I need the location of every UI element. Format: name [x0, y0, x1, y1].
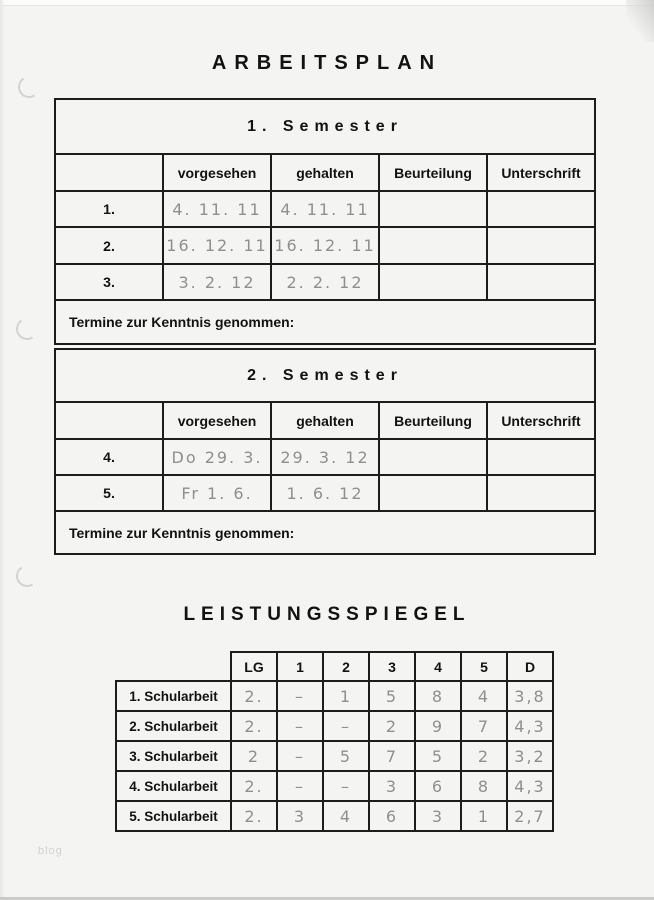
- beurteilung-cell: [379, 191, 487, 227]
- row-number: 3.: [55, 264, 163, 300]
- grade-cell: 2.: [231, 711, 277, 741]
- grade-cell: 4,3: [507, 711, 553, 741]
- beurteilung-cell: [379, 227, 487, 264]
- table-row: [116, 801, 553, 831]
- scan-edge-left: [0, 0, 5, 900]
- gehalten-cell: 4. 11. 11: [271, 191, 379, 227]
- semester1-table: [54, 98, 596, 345]
- grade-cell: 4: [323, 801, 369, 831]
- vorgesehen-cell: 4. 11. 11: [163, 191, 271, 227]
- grade-cell: 2.: [231, 771, 277, 801]
- grade-column-header: 2: [323, 652, 369, 681]
- grade-column-header: LG: [231, 652, 277, 681]
- corner-cell: [55, 154, 163, 191]
- termine-footer: Termine zur Kenntnis genommen:: [55, 511, 595, 554]
- punch-hole-icon: [14, 316, 40, 342]
- grade-cell: 2,7: [507, 801, 553, 831]
- ghost-cell: [116, 652, 231, 681]
- unterschrift-cell: [487, 264, 595, 300]
- grade-cell: 8: [415, 681, 461, 711]
- row-number: 4.: [55, 439, 163, 475]
- punch-hole-icon: [14, 563, 40, 589]
- column-header-unterschrift: Unterschrift: [487, 402, 595, 439]
- grade-cell: 6: [369, 801, 415, 831]
- table-row: [55, 191, 595, 227]
- watermark: blog: [38, 845, 63, 857]
- grade-cell: 6: [415, 771, 461, 801]
- grade-cell: 3: [369, 771, 415, 801]
- corner-cell: [55, 402, 163, 439]
- grade-cell: 4,3: [507, 771, 553, 801]
- column-header-unterschrift: Unterschrift: [487, 154, 595, 191]
- beurteilung-cell: [379, 439, 487, 475]
- grade-cell: 2: [231, 741, 277, 771]
- grade-cell: 3,8: [507, 681, 553, 711]
- grade-cell: –: [323, 711, 369, 741]
- row-number: 1.: [55, 191, 163, 227]
- grade-column-header: 4: [415, 652, 461, 681]
- page-title: ARBEITSPLAN: [211, 52, 443, 74]
- unterschrift-cell: [487, 475, 595, 511]
- column-header-vorgesehen: vorgesehen: [163, 402, 271, 439]
- schularbeit-label: 1. Schularbeit: [116, 681, 231, 711]
- schularbeit-label: 5. Schularbeit: [116, 801, 231, 831]
- schularbeit-label: 2. Schularbeit: [116, 711, 231, 741]
- grade-cell: –: [323, 771, 369, 801]
- gehalten-cell: 16. 12. 11: [271, 227, 379, 264]
- vorgesehen-cell: 3. 2. 12: [163, 264, 271, 300]
- unterschrift-cell: [487, 439, 595, 475]
- grade-cell: –: [277, 741, 323, 771]
- gehalten-cell: 29. 3. 12: [271, 439, 379, 475]
- table-row: [55, 475, 595, 511]
- grade-cell: 2.: [231, 681, 277, 711]
- grade-cell: 3,2: [507, 741, 553, 771]
- grade-column-header: D: [507, 652, 553, 681]
- table-row: [55, 227, 595, 264]
- grade-cell: 1: [323, 681, 369, 711]
- grade-cell: –: [277, 711, 323, 741]
- punch-hole-icon: [16, 74, 42, 100]
- gehalten-cell: 2. 2. 12: [271, 264, 379, 300]
- column-header-vorgesehen: vorgesehen: [163, 154, 271, 191]
- grade-cell: 5: [369, 681, 415, 711]
- grade-cell: 7: [461, 711, 507, 741]
- grade-cell: 1: [461, 801, 507, 831]
- column-header-beurteilung: Beurteilung: [379, 402, 487, 439]
- grade-cell: 8: [461, 771, 507, 801]
- schularbeit-label: 3. Schularbeit: [116, 741, 231, 771]
- row-number: 2.: [55, 227, 163, 264]
- grade-cell: 2.: [231, 801, 277, 831]
- grade-cell: 2: [461, 741, 507, 771]
- grade-column-header: 5: [461, 652, 507, 681]
- grade-cell: –: [277, 771, 323, 801]
- gehalten-cell: 1. 6. 12: [271, 475, 379, 511]
- vorgesehen-cell: 16. 12. 11: [163, 227, 271, 264]
- table-row: [116, 681, 553, 711]
- column-header-beurteilung: Beurteilung: [379, 154, 487, 191]
- beurteilung-cell: [379, 264, 487, 300]
- grade-cell: 3: [277, 801, 323, 831]
- scan-edge-top: [0, 0, 654, 6]
- grade-cell: 3: [415, 801, 461, 831]
- grade-cell: –: [277, 681, 323, 711]
- unterschrift-cell: [487, 227, 595, 264]
- unterschrift-cell: [487, 191, 595, 227]
- table-row: [116, 741, 553, 771]
- column-header-gehalten: gehalten: [271, 402, 379, 439]
- vorgesehen-cell: Do 29. 3.: [163, 439, 271, 475]
- grade-cell: 5: [323, 741, 369, 771]
- semester1-title: 1. Semester: [55, 99, 595, 154]
- semester2-table: [54, 348, 596, 555]
- grade-cell: 4: [461, 681, 507, 711]
- semester2-title: 2. Semester: [55, 349, 595, 402]
- termine-footer: Termine zur Kenntnis genommen:: [55, 300, 595, 344]
- grade-cell: 7: [369, 741, 415, 771]
- grade-column-header: 3: [369, 652, 415, 681]
- table-row: [55, 439, 595, 475]
- vorgesehen-cell: Fr 1. 6.: [163, 475, 271, 511]
- beurteilung-cell: [379, 475, 487, 511]
- row-number: 5.: [55, 475, 163, 511]
- grade-column-header: 1: [277, 652, 323, 681]
- grade-cell: 5: [415, 741, 461, 771]
- table-row: [55, 264, 595, 300]
- table-row: [116, 771, 553, 801]
- scan-corner-shadow: [626, 0, 654, 42]
- column-header-gehalten: gehalten: [271, 154, 379, 191]
- grade-cell: 9: [415, 711, 461, 741]
- leistungsspiegel-table: [115, 651, 554, 832]
- table-row: [116, 711, 553, 741]
- grade-cell: 2: [369, 711, 415, 741]
- schularbeit-label: 4. Schularbeit: [116, 771, 231, 801]
- leistungsspiegel-title: LEISTUNGSSPIEGEL: [183, 604, 471, 625]
